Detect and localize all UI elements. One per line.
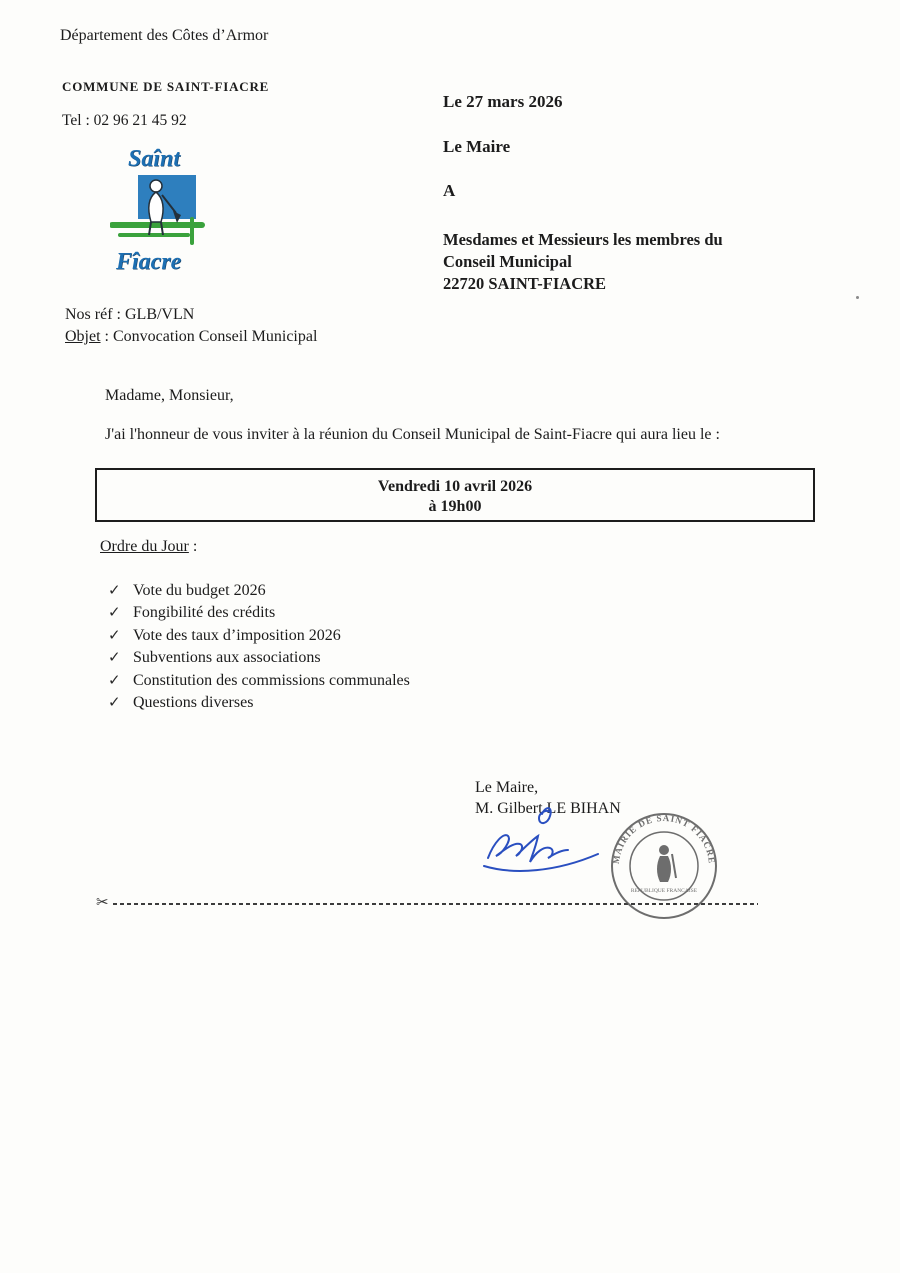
department-line: Département des Côtes d’Armor <box>60 27 269 44</box>
meeting-box <box>95 468 815 522</box>
check-icon: ✓ <box>108 627 121 644</box>
agenda-heading-label: Ordre du Jour <box>100 538 189 555</box>
check-icon: ✓ <box>108 695 121 712</box>
scissors-icon: ✂ <box>96 895 109 911</box>
stamp-center-figure <box>657 845 676 882</box>
check-icon: ✓ <box>108 605 121 622</box>
agenda-item <box>108 580 410 602</box>
recipient-line-3: 22720 SAINT-FIACRE <box>443 274 607 293</box>
agenda-item <box>108 647 410 669</box>
agenda-heading-suffix: : <box>188 538 198 555</box>
agenda-item <box>108 692 410 714</box>
agenda-item-label: Subventions aux associations <box>133 649 321 667</box>
agenda-item-label: Vote des taux d’imposition 2026 <box>133 626 341 644</box>
phone-line: Tel : 02 96 21 45 92 <box>62 112 187 129</box>
check-icon: ✓ <box>108 650 121 667</box>
meeting-date: Vendredi 10 avril 2026 <box>377 478 533 495</box>
agenda-item-label: Constitution des commissions communales <box>133 671 410 689</box>
logo-text-bottom: Fîacre <box>116 249 182 275</box>
letter-date: Le 27 mars 2026 <box>443 92 563 111</box>
agenda-item <box>108 602 410 624</box>
municipal-stamp <box>608 810 720 922</box>
agenda-heading <box>100 538 197 556</box>
agenda-item-label: Fongibilité des crédits <box>133 604 276 622</box>
logo-text-top: Saînt <box>128 146 181 172</box>
meeting-time: à 19h00 <box>428 498 482 515</box>
agenda-item-label: Questions diverses <box>133 694 254 712</box>
agenda-list <box>108 580 410 714</box>
stamp-center-text: REPUBLIQUE FRANCAISE <box>630 888 698 894</box>
to-label: A <box>443 181 456 200</box>
signature-title: Le Maire, <box>475 779 539 796</box>
invitation-paragraph: J'ai l'honneur de vous inviter à la réunion du Conseil Municipal de Saint-Fiacre qui aura lieu le : <box>105 426 720 443</box>
salutation: Madame, Monsieur, <box>105 387 234 404</box>
sender-title: Le Maire <box>443 137 511 156</box>
check-icon: ✓ <box>108 583 121 599</box>
agenda-item <box>108 670 410 692</box>
stamp-ring-text: MAIRIE DE SAINT FIACRE <box>610 812 718 865</box>
recipient-line-1: Mesdames et Messieurs les membres du <box>443 230 723 249</box>
logo-graphic <box>110 175 206 247</box>
objet-value: : Convocation Conseil Municipal <box>100 328 318 345</box>
handwritten-signature <box>478 800 628 885</box>
objet-line <box>65 328 317 346</box>
scan-artifact-dot <box>856 296 859 299</box>
commune-line: COMMUNE DE SAINT-FIACRE <box>62 79 270 94</box>
signature-name: M. Gilbert LE BIHAN <box>475 800 621 817</box>
commune-logo <box>110 146 220 276</box>
check-icon: ✓ <box>108 672 121 689</box>
reference-line: Nos réf : GLB/VLN <box>65 306 195 323</box>
recipient-block <box>443 229 723 295</box>
recipient-line-2: Conseil Municipal <box>443 252 572 271</box>
objet-label: Objet <box>65 328 101 345</box>
agenda-item-label: Vote du budget 2026 <box>133 582 266 599</box>
agenda-item <box>108 625 410 647</box>
